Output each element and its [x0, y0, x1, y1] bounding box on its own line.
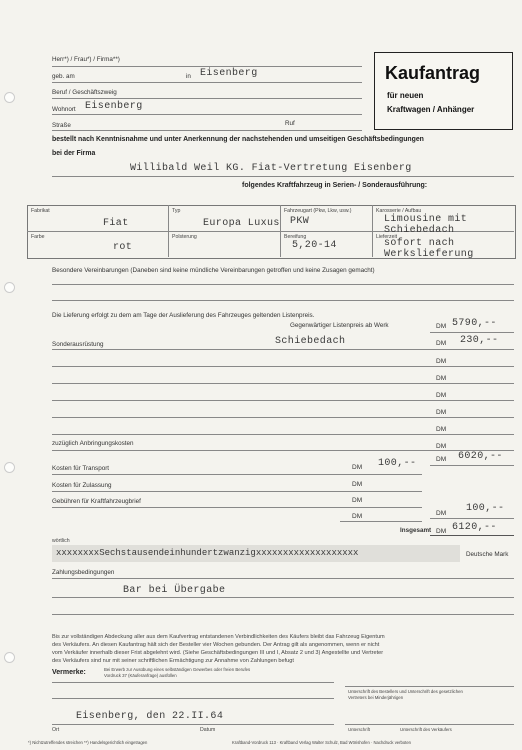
seller-signature-label-2: Unterschrift des Verkäufers: [400, 727, 452, 732]
currency-label: DM: [352, 497, 363, 504]
form-title: Kaufantrag: [385, 63, 481, 83]
salutation-label: Herr*) / Frau*) / Firma**): [52, 56, 120, 63]
currency-label: DM: [436, 528, 447, 535]
punch-hole: [4, 462, 15, 473]
registration-label: Kosten für Zulassung: [52, 482, 112, 489]
list-price-label: Gegenwärtiger Listenpreis ab Werk: [290, 322, 389, 329]
currency-label: DM: [436, 409, 447, 416]
currency-label: DM: [436, 510, 447, 517]
notes-label: Vermerke:: [52, 669, 86, 676]
currency-label: DM: [352, 513, 363, 520]
vehicle-intro: folgendes Kraftfahrzeug in Serien- / Sonderausführung:: [242, 182, 428, 189]
type-value: Europa Luxus: [203, 218, 280, 229]
subtotal-value: 6020,--: [458, 451, 503, 462]
residence-value: Eisenberg: [85, 101, 143, 112]
kind-value: PKW: [290, 216, 310, 227]
residence-label: Wohnort: [52, 106, 76, 113]
currency-label: DM: [436, 392, 447, 399]
payment-value: Bar bei Übergabe: [123, 585, 226, 596]
body-value-2: Schiebedach: [384, 225, 455, 236]
seller-signature-label: Unterschrift: [348, 727, 370, 732]
legal-line-1: Bis zur vollständigen Abdeckung aller aus dem Kaufvertrag entstandenen Verbindlichkeiten des Käufers bleibt das Fahrzeug Eigentum: [52, 634, 385, 640]
punch-hole: [4, 282, 15, 293]
buyer-signature-label-1: Unterschrift des Bestellers und Unterschrift des gesetzlichen: [348, 689, 463, 694]
currency-label: DM: [436, 443, 447, 450]
place-label: Ort: [52, 727, 60, 733]
notes-small-2: Vordruck 37 (Käuferanfrage) ausfüllen: [104, 673, 177, 678]
buyer-signature-label-2: Vertreters bei Minderjährigen: [348, 695, 404, 700]
total-value: 6120,--: [452, 522, 497, 533]
type-label: Typ: [172, 208, 181, 214]
intro-line-1: bestellt nach Kenntnisnahme und unter Anerkennung der nachstehenden und umseitigen Geschäftsbedingungen: [52, 136, 424, 143]
currency-label: DM: [436, 358, 447, 365]
footnote: *) Nichtzutreffendes streichen **) Handelsgerichtlich eingetragen: [28, 740, 148, 745]
special-equipment-label: Sonderausrüstung: [52, 341, 104, 348]
birthplace-value: Eisenberg: [200, 68, 258, 79]
body-label: Karosserie / Aufbau: [376, 208, 422, 214]
legal-line-2: des Verkäufers. An diesen Kaufantrag hält sich der Besteller vier Wochen gebunden. Der Antrag gilt als angenommen, wenn er nicht: [52, 642, 380, 648]
tyres-label: Bereifung: [284, 234, 307, 240]
legal-line-4: des Verkäufers sind nur mit seiner schriftlichen Ermächtigung zur Annahme von Zahlungen befugt: [52, 658, 294, 664]
form-subtitle-1: für neuen: [387, 91, 424, 100]
kind-label: Fahrzeugart (Pkw, Lkw, usw.): [284, 208, 352, 214]
mounting-cost-label: zuzüglich Anbringungskosten: [52, 440, 134, 447]
currency-label: DM: [352, 481, 363, 488]
special-equipment-price: 230,--: [460, 335, 499, 346]
date-label: Datum: [200, 727, 216, 733]
born-label: geb. am: [52, 73, 75, 80]
color-value: rot: [113, 242, 133, 253]
printer-imprint: Kraftband-Vordruck 113 · Kraftband Verlag Walter Schulz, Bad Wörishofen · Nachdruck verboten: [232, 740, 411, 745]
color-label: Farbe: [31, 234, 45, 240]
make-value: Fiat: [103, 218, 129, 229]
tyres-value: 5,20-14: [292, 240, 337, 251]
transport-label: Kosten für Transport: [52, 465, 110, 472]
company-value: Willibald Weil KG. Fiat-Vertretung Eisenberg: [130, 163, 412, 174]
amount-in-words: xxxxxxxxSechstausendeinhundertzwanzigxxxxxxxxxxxxxxxxxxx: [56, 548, 359, 558]
currency-label: DM: [436, 456, 447, 463]
punch-hole: [4, 652, 15, 663]
intro-line-2: bei der Firma: [52, 150, 96, 157]
phone-label: Ruf: [285, 120, 295, 127]
currency-words-label: Deutsche Mark: [466, 551, 509, 558]
payment-label: Zahlungsbedingungen: [52, 569, 115, 576]
body-value-1: Limousine mit: [384, 214, 468, 225]
currency-label: DM: [436, 426, 447, 433]
total-label: Insgesamt: [400, 527, 432, 534]
street-label: Straße: [52, 122, 71, 129]
list-price-value: 5790,--: [452, 318, 497, 329]
currency-label: DM: [352, 464, 363, 471]
currency-label: DM: [436, 375, 447, 382]
upholstery-label: Polsterung: [172, 234, 197, 240]
extras-total-value: 100,--: [466, 503, 505, 514]
form-subtitle-2: Kraftwagen / Anhänger: [387, 105, 475, 114]
delivery-value-2: Werkslieferung: [384, 249, 474, 260]
legal-line-3: vom Verkäufer innerhalb dieser Frist abgelehnt wird. (Siehe Geschäftsbedingungen III und I, Absatz 2 und 3) Angestellte und Vertreter: [52, 650, 384, 656]
punch-hole: [4, 92, 15, 103]
delivery-clause: Die Lieferung erfolgt zu dem am Tage der Auslieferung des Fahrzeuges geltenden Listenpreis.: [52, 312, 315, 319]
in-label: in: [186, 73, 191, 80]
special-equipment-item: Schiebedach: [275, 336, 346, 347]
notes-small-1: Bei Erwerb zur Ausübung eines selbständigen Gewerbes oder freien Berufes: [104, 667, 251, 672]
make-label: Fabrikat: [31, 208, 50, 214]
words-label: wörtlich: [52, 538, 70, 544]
title-box: [374, 52, 513, 130]
delivery-value-1: sofort nach: [384, 238, 455, 249]
transport-value: 100,--: [378, 458, 417, 469]
registration-fee-label: Gebühren für Kraftfahrzeugbrief: [52, 498, 141, 505]
currency-label: DM: [436, 323, 447, 330]
place-date-value: Eisenberg, den 22.II.64: [76, 711, 224, 722]
currency-label: DM: [436, 340, 447, 347]
agreements-label: Besondere Vereinbarungen (Daneben sind keine mündliche Vereinbarungen getroffen und keine Zusagen gemacht): [52, 267, 375, 274]
delivery-label: Lieferzeit: [376, 234, 398, 240]
occupation-label: Beruf / Geschäftszweig: [52, 89, 117, 96]
